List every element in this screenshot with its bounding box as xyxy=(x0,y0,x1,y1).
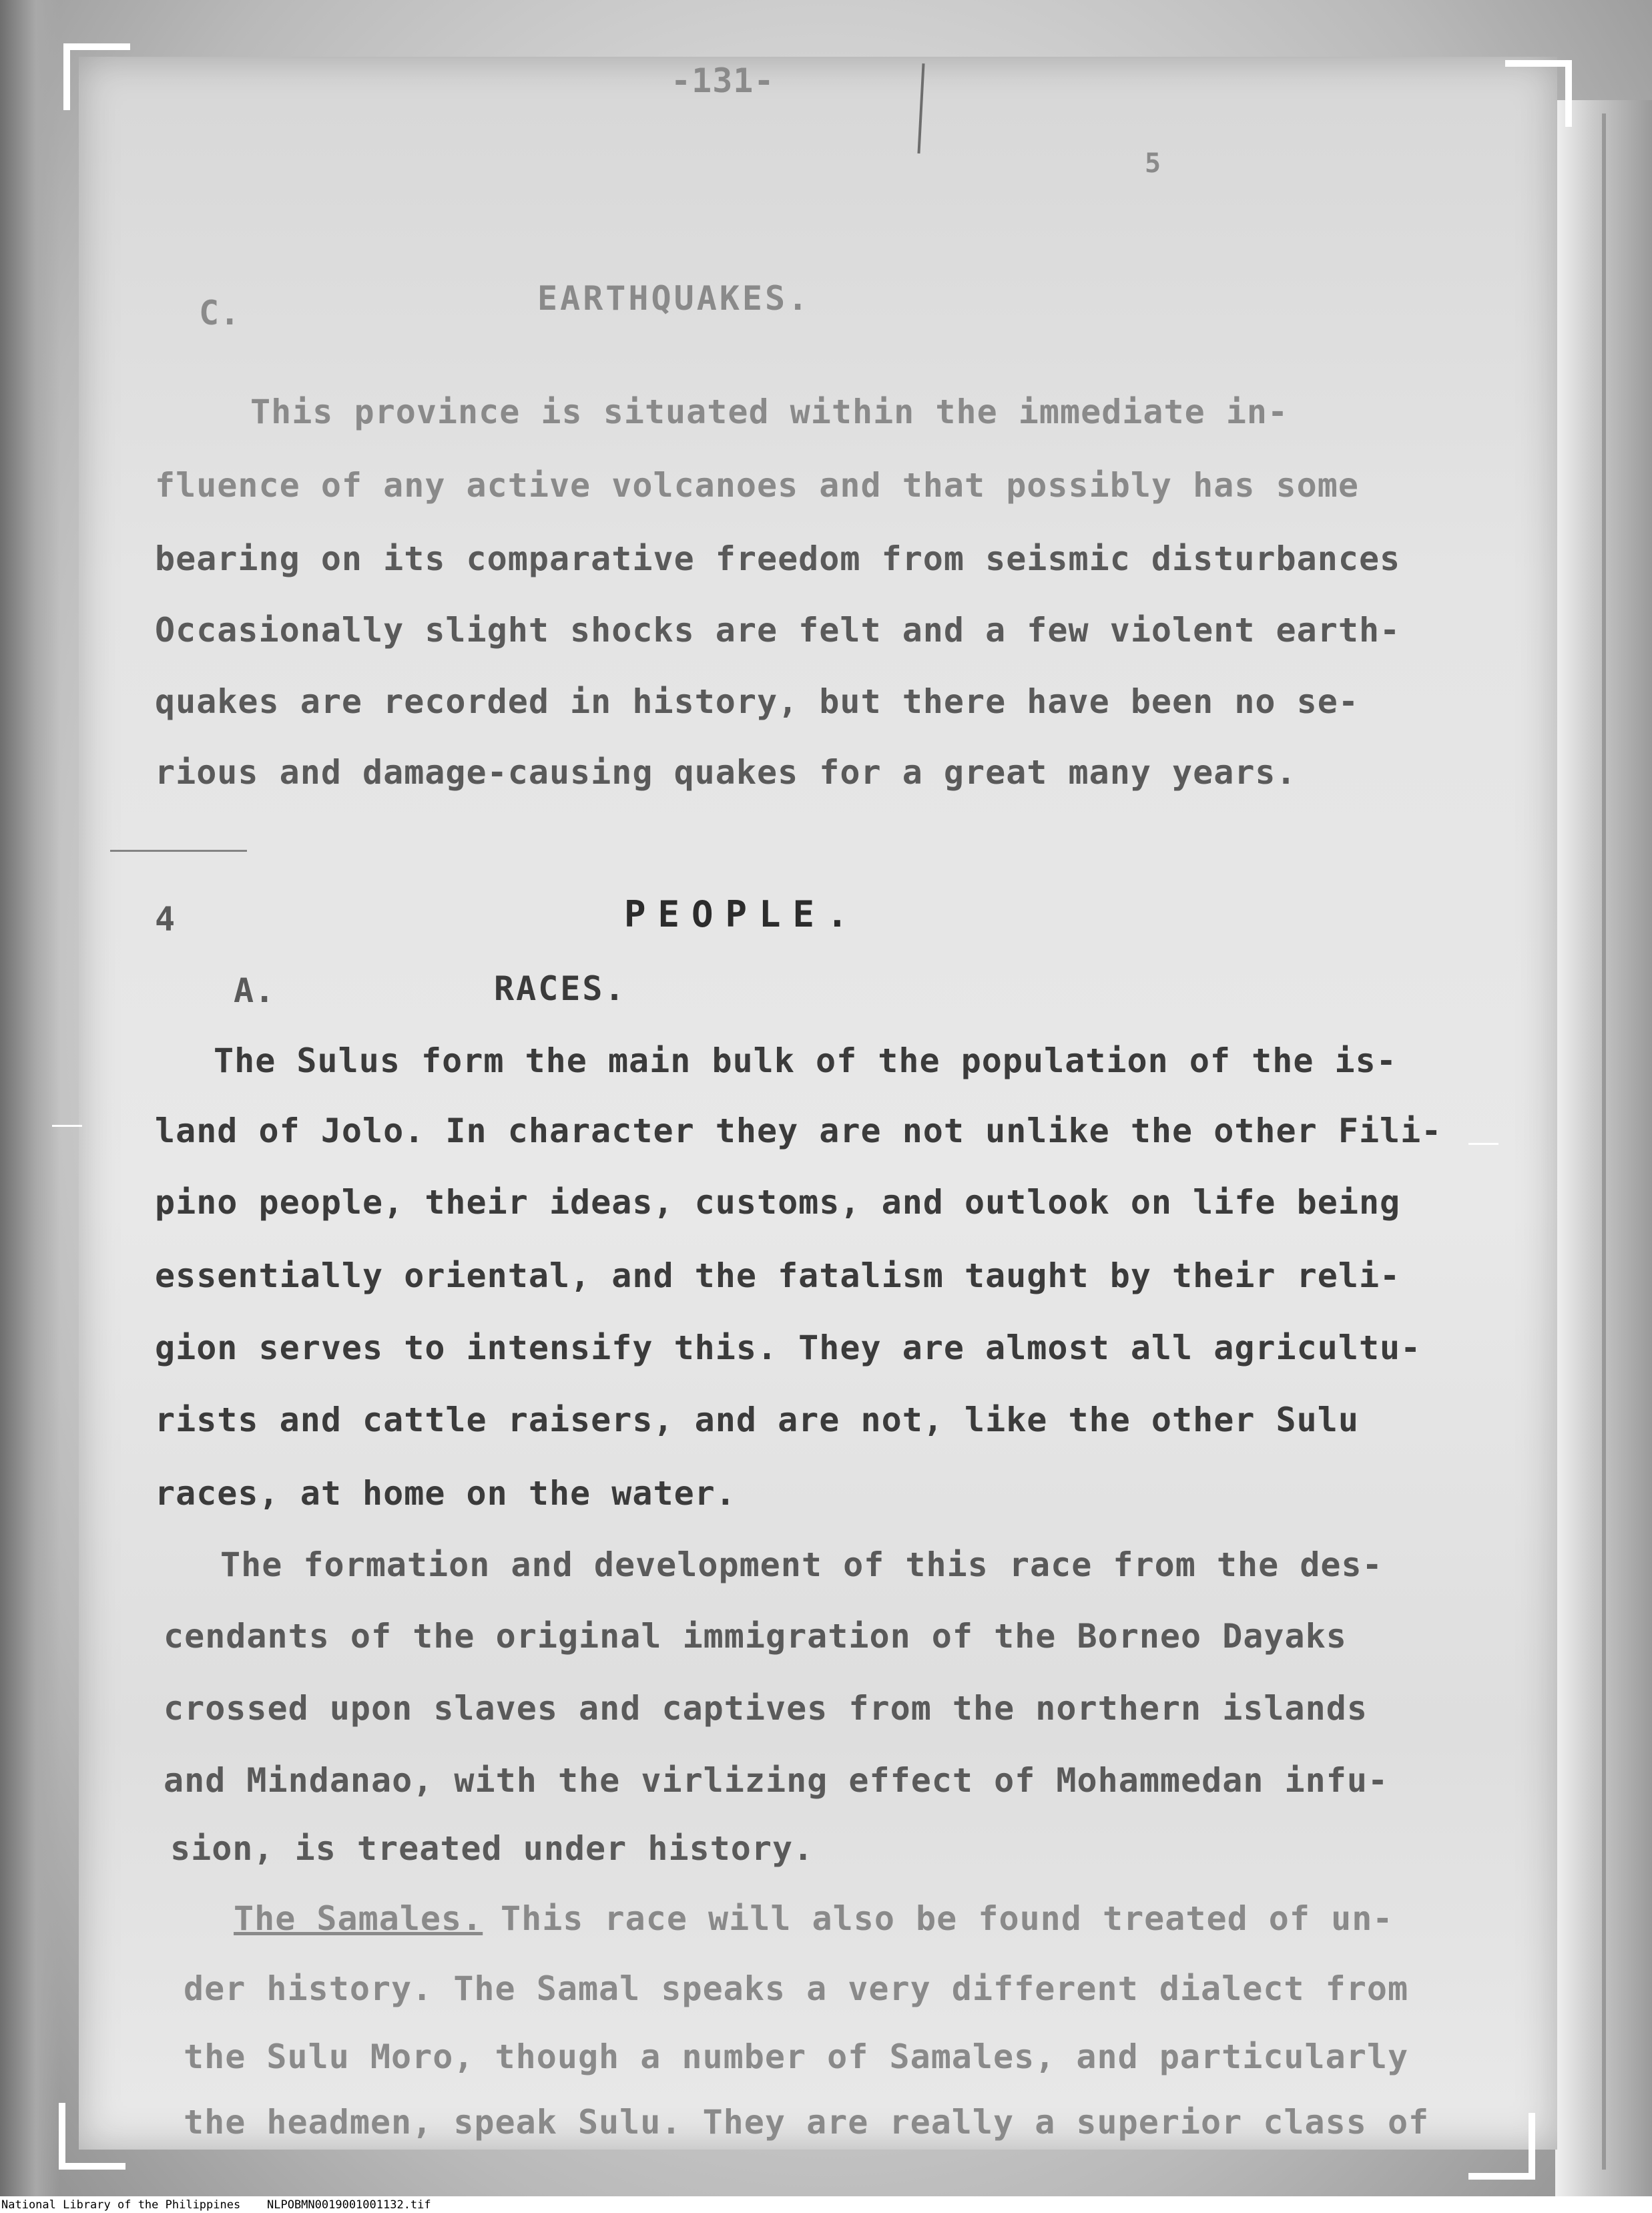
text-line: and Mindanao, with the virlizing effect of Mohammedan infu- xyxy=(164,1761,1389,1800)
section-marker: 4 xyxy=(155,900,176,939)
text-line: The Sulus form the main bulk of the population of the is- xyxy=(214,1041,1397,1080)
footer-institution: National Library of the Philippines xyxy=(1,2198,241,2212)
text-line: quakes are recorded in history, but there have been no se- xyxy=(155,682,1359,721)
text-line: gion serves to intensify this. They are almost all agricultu- xyxy=(155,1328,1422,1367)
film-left-shadow xyxy=(0,0,60,2196)
text-line: land of Jolo. In character they are not unlike the other Fili- xyxy=(155,1112,1442,1150)
footer-filename: NLPOBMN0019001001132.tif xyxy=(267,2198,431,2212)
text-line: the Sulu Moro, though a number of Samales, and particularly xyxy=(184,2037,1409,2076)
text-line: fluence of any active volcanoes and that possibly has some xyxy=(155,466,1359,505)
crop-tick-left xyxy=(52,1125,82,1127)
text-line: The formation and development of this race from the des- xyxy=(220,1545,1383,1584)
text-line: This province is situated within the immediate in- xyxy=(250,393,1289,431)
crop-corner-top-left xyxy=(63,43,130,110)
section-marker: C. xyxy=(199,294,241,332)
text-line: essentially oriental, and the fatalism taught by their reli- xyxy=(155,1256,1401,1295)
crop-corner-bottom-left xyxy=(59,2103,125,2170)
crop-corner-bottom-right xyxy=(1468,2113,1535,2180)
text-line: der history. The Samal speaks a very different dialect from xyxy=(184,1969,1409,2008)
text-line: rious and damage-causing quakes for a great many years. xyxy=(155,753,1297,792)
section-divider xyxy=(110,850,247,852)
text-line: the headmen, speak Sulu. They are really a superior class of xyxy=(184,2103,1430,2142)
text-line: cendants of the original immigration of the Borneo Dayaks xyxy=(164,1617,1347,1656)
subsection-heading: RACES. xyxy=(494,969,627,1008)
text-line: sion, is treated under history. xyxy=(170,1829,814,1868)
footer-strip xyxy=(0,2196,1652,2213)
crop-tick-right xyxy=(1468,1143,1498,1145)
text-line: pino people, their ideas, customs, and outlook on life being xyxy=(155,1183,1401,1222)
corner-mark: 5 xyxy=(1145,148,1162,179)
text-line: races, at home on the water. xyxy=(155,1474,736,1513)
subsection-marker: A. xyxy=(234,971,276,1010)
text-line: This race will also be found treated of un- xyxy=(501,1899,1394,1938)
section-heading: EARTHQUAKES. xyxy=(537,279,811,318)
paragraph-lead: The Samales. xyxy=(234,1899,483,1938)
section-heading: PEOPLE. xyxy=(624,893,860,935)
text-line: Occasionally slight shocks are felt and a few violent earth- xyxy=(155,611,1401,650)
book-edge-line xyxy=(1602,113,1606,2170)
text-line: rists and cattle raisers, and are not, like the other Sulu xyxy=(155,1401,1359,1439)
text-line: crossed upon slaves and captives from the northern islands xyxy=(164,1689,1368,1728)
crop-corner-top-right xyxy=(1505,60,1572,127)
page-number: -131- xyxy=(671,61,775,100)
text-line: bearing on its comparative freedom from seismic disturbances xyxy=(155,539,1401,578)
